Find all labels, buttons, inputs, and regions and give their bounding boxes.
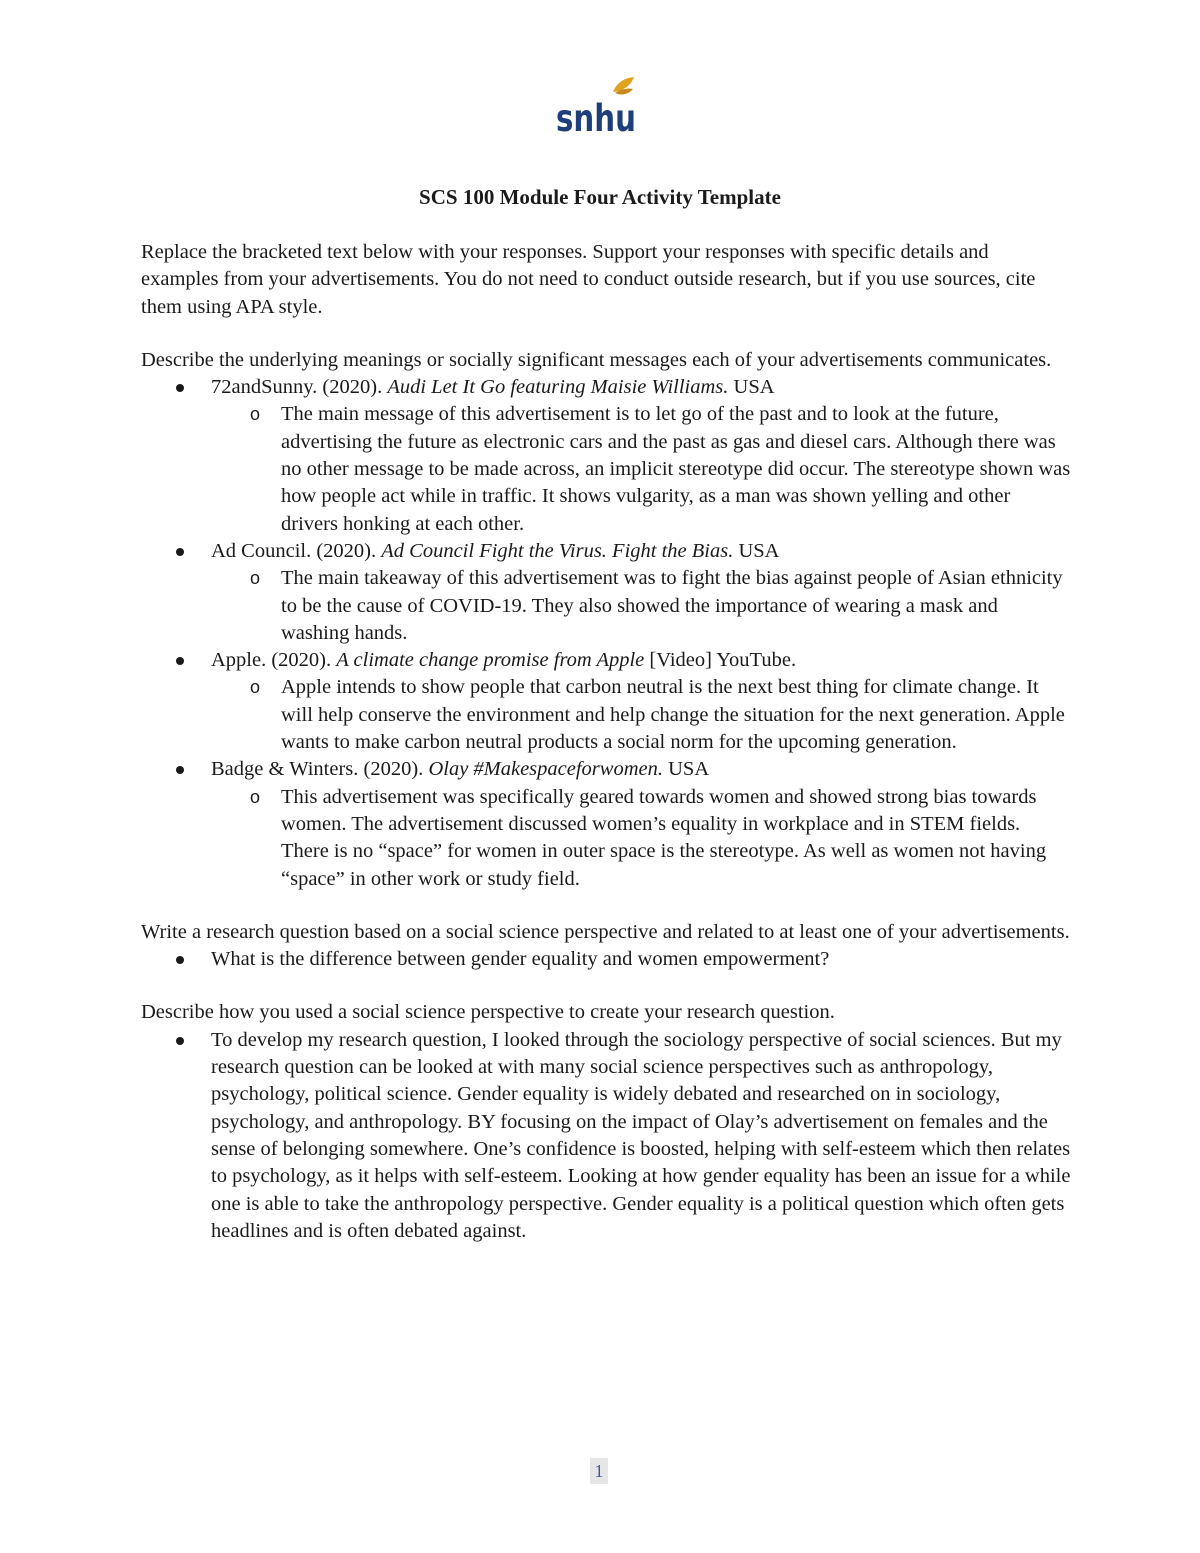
document-body <box>141 239 1071 1245</box>
advertisement-answer: o The main takeaway of this advertisement was to fight the bias against people of Asian ethnicity to be the cause of COVID-19. They also showed the importance of wearing a mask and washing hands. <box>211 565 1071 647</box>
section-research-question-prompt: Write a research question based on a social science perspective and related to at least one of your advertisements. <box>141 920 1070 943</box>
citation-title: Audi Let It Go featuring Maisie Williams. <box>387 376 729 399</box>
advertisement-answer: o The main message of this advertisement is to let go of the past and to look at the future, advertising the future as electronic cars and the past as gas and diesel cars. Although there was no other message to be made across, an implicit stereotype did occur. The stereotype shown was how people act while in traffic. It shows vulgarity, as a man was shown yelling and other drivers honking at each other. <box>211 401 1071 537</box>
citation-suffix: USA <box>663 758 710 781</box>
perspective-answer: To develop my research question, I looked through the sociology perspective of social sciences. But my research question can be looked at with many social science perspectives such as anthropology, psychology, political science. Gender equality is widely debated and researched on in sociology, psychology, and anthropology. BY focusing on the impact of Olay’s advertisement on females and the sense of belonging somewhere. One’s confidence is boosted, helping with self-esteem which then relates to psychology, as it helps with self-esteem. Looking at how gender equality has been an issue for a while one is able to take the anthropology perspective. Gender equality is a political question which often gets headlines and is often debated against. <box>141 1027 1071 1245</box>
intro-paragraph: Replace the bracketed text below with your responses. Support your responses with specific details and examples from your advertisements. You do not need to conduct outside research, but if you use sources, cite them using APA style. <box>141 241 1036 318</box>
research-question-list <box>141 946 1071 973</box>
citation-title: Olay #Makespaceforwomen. <box>428 758 663 781</box>
perspective-list <box>141 1027 1071 1245</box>
citation-author: 72andSunny. (2020). <box>211 376 388 399</box>
snhu-logo <box>555 76 639 140</box>
svg-text:snhu: snhu <box>556 97 636 140</box>
advertisement-item <box>141 374 1071 538</box>
citation-author: Ad Council. (2020). <box>211 539 382 562</box>
advertisement-answer: o Apple intends to show people that carbon neutral is the next best thing for climate change. It will help conserve the environment and help change the situation for the next generation. Apple wants to make carbon neutral products a social norm for the upcoming generation. <box>211 674 1071 756</box>
advertisement-item <box>141 647 1071 756</box>
advertisement-item <box>141 538 1071 647</box>
citation-suffix: USA <box>728 376 775 399</box>
section-perspective-prompt: Describe how you used a social science perspective to create your research question. <box>141 1001 835 1024</box>
page-number: 1 <box>590 1458 608 1484</box>
citation-author: Apple. (2020). <box>211 649 337 672</box>
advertisement-answer: o This advertisement was specifically geared towards women and showed strong bias towards women. The advertisement discussed women’s equality in workplace and in STEM fields. There is no “space” for women in outer space is the stereotype. As well as women not having “space” in other work or study field. <box>211 784 1071 893</box>
section-meanings-prompt: Describe the underlying meanings or socially significant messages each of your advertisements communicates. <box>141 348 1052 371</box>
citation-author: Badge & Winters. (2020). <box>211 758 429 781</box>
citation-title: Ad Council Fight the Virus. Fight the Bias. <box>381 539 734 562</box>
advertisement-list <box>141 374 1071 893</box>
citation-title: A climate change promise from Apple <box>336 649 645 672</box>
page-title: SCS 100 Module Four Activity Template <box>419 185 781 209</box>
research-question-answer: What is the difference between gender equality and women empowerment? <box>141 946 1071 973</box>
citation-suffix: USA <box>733 539 780 562</box>
advertisement-item <box>141 756 1071 892</box>
citation-suffix: [Video] YouTube. <box>644 649 797 672</box>
